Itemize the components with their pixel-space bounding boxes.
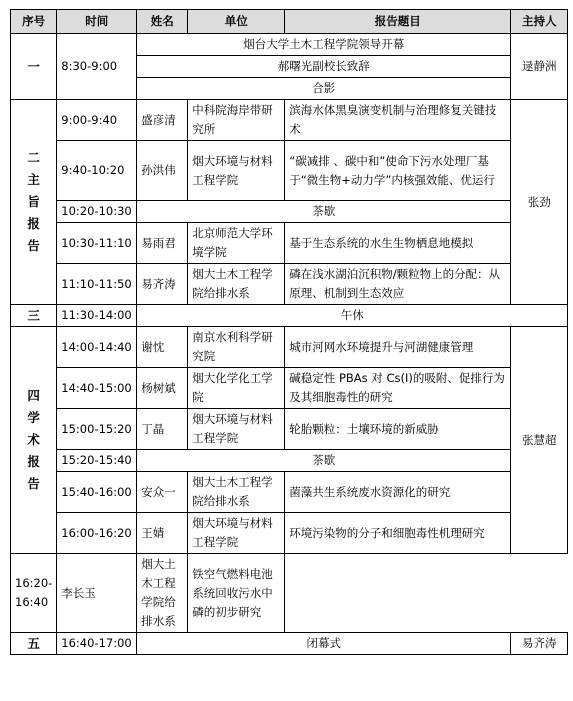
row-time: 10:20-10:30 bbox=[57, 201, 137, 223]
section2-seq-char: 报 bbox=[27, 216, 40, 231]
schedule-table bbox=[10, 9, 568, 655]
table-row bbox=[11, 201, 568, 223]
row-time: 11:10-11:50 bbox=[57, 264, 137, 305]
row-name: 谢忱 bbox=[137, 327, 188, 368]
header-unit: 单位 bbox=[188, 10, 285, 34]
section4-host: 张慧超 bbox=[511, 327, 568, 554]
closing-ceremony: 闭幕式 bbox=[137, 633, 511, 655]
section3-time: 11:30-14:00 bbox=[57, 305, 137, 327]
row-unit: 北京师范大学环境学院 bbox=[188, 223, 285, 264]
row-name: 王婧 bbox=[137, 513, 188, 554]
table-row bbox=[11, 450, 568, 472]
header-row bbox=[11, 10, 568, 34]
row-title: 轮胎颗粒：土壤环境的新威胁 bbox=[285, 409, 511, 450]
row-time: 15:20-15:40 bbox=[57, 450, 137, 472]
row-unit: 烟大环境与材料工程学院 bbox=[188, 513, 285, 554]
section4-seq-char: 告 bbox=[27, 476, 40, 491]
section4-seq-char: 术 bbox=[27, 432, 40, 447]
section2-host: 张劲 bbox=[511, 100, 568, 305]
row-unit: 中科院海岸带研究所 bbox=[188, 100, 285, 141]
section2-seq-char: 旨 bbox=[27, 194, 40, 209]
row-time: 15:00-15:20 bbox=[57, 409, 137, 450]
header-title: 报告题目 bbox=[285, 10, 511, 34]
row-name: 李长玉 bbox=[57, 554, 137, 633]
section5-seq: 五 bbox=[11, 633, 57, 655]
row-time: 10:30-11:10 bbox=[57, 223, 137, 264]
row-unit: 烟大土木工程学院给排水系 bbox=[188, 264, 285, 305]
section2-seq-char: 告 bbox=[27, 238, 40, 253]
table-row bbox=[11, 513, 568, 554]
section2-seq-char: 二 bbox=[27, 150, 40, 165]
section1-item: 烟台大学土木工程学院领导开幕 bbox=[137, 34, 511, 56]
section4-seq bbox=[11, 327, 57, 554]
section1-time: 8:30-9:00 bbox=[57, 34, 137, 100]
section4-seq-char: 学 bbox=[27, 410, 40, 425]
row-title: 铁空气燃料电池系统回收污水中磷的初步研究 bbox=[188, 554, 285, 633]
table-row bbox=[11, 472, 568, 513]
table-row bbox=[11, 305, 568, 327]
row-name: 丁晶 bbox=[137, 409, 188, 450]
row-unit: 烟大环境与材料工程学院 bbox=[188, 409, 285, 450]
row-title: 滨海水体黑臭演变机制与治理修复关键技术 bbox=[285, 100, 511, 141]
section1-item: 郝曙光副校长致辞 bbox=[137, 56, 511, 78]
tea-break: 茶歇 bbox=[137, 450, 511, 472]
row-name: 易雨君 bbox=[137, 223, 188, 264]
row-title: “碳减排 、碳中和”使命下污水处理厂基于“微生物+动力学”内核强效能、优运行 bbox=[285, 141, 511, 201]
section1-host: 逯静洲 bbox=[511, 34, 568, 100]
section5-time: 16:40-17:00 bbox=[57, 633, 137, 655]
row-name: 易齐涛 bbox=[137, 264, 188, 305]
header-name: 姓名 bbox=[137, 10, 188, 34]
section2-seq-char: 主 bbox=[27, 172, 40, 187]
header-seq: 序号 bbox=[11, 10, 57, 34]
row-title: 磷在浅水湖泊沉积物/颗粒物上的分配：从原理、机制到生态效应 bbox=[285, 264, 511, 305]
section1-item: 合影 bbox=[137, 78, 511, 100]
tea-break: 茶歇 bbox=[137, 201, 511, 223]
row-name: 安众一 bbox=[137, 472, 188, 513]
row-time: 15:40-16:00 bbox=[57, 472, 137, 513]
section4-seq-char: 报 bbox=[27, 454, 40, 469]
section4-seq-char: 四 bbox=[27, 388, 40, 403]
table-row bbox=[11, 633, 568, 655]
table-row bbox=[11, 34, 568, 56]
row-title: 碱稳定性 PBAs 对 Cs(I)的吸附、促排行为及其细胞毒性的研究 bbox=[285, 368, 511, 409]
row-unit: 烟大土木工程学院给排水系 bbox=[188, 472, 285, 513]
table-row bbox=[11, 409, 568, 450]
table-row bbox=[11, 264, 568, 305]
row-time: 16:20-16:40 bbox=[11, 554, 57, 633]
row-time: 14:00-14:40 bbox=[57, 327, 137, 368]
row-name: 孙洪伟 bbox=[137, 141, 188, 201]
table-row bbox=[11, 141, 568, 201]
table-row bbox=[11, 100, 568, 141]
row-time: 9:40-10:20 bbox=[57, 141, 137, 201]
row-title: 环境污染物的分子和细胞毒性机理研究 bbox=[285, 513, 511, 554]
table-row bbox=[11, 223, 568, 264]
table-row bbox=[11, 327, 568, 368]
section1-seq: 一 bbox=[11, 34, 57, 100]
row-unit: 烟大化学化工学院 bbox=[188, 368, 285, 409]
row-name: 杨树斌 bbox=[137, 368, 188, 409]
row-time: 9:00-9:40 bbox=[57, 100, 137, 141]
table-row bbox=[11, 368, 568, 409]
row-time: 14:40-15:00 bbox=[57, 368, 137, 409]
section5-host: 易齐涛 bbox=[511, 633, 568, 655]
section2-seq bbox=[11, 100, 57, 305]
section3-seq: 三 bbox=[11, 305, 57, 327]
row-title: 基于生态系统的水生生物栖息地模拟 bbox=[285, 223, 511, 264]
row-title: 菌藻共生系统废水资源化的研究 bbox=[285, 472, 511, 513]
row-unit: 烟大环境与材料工程学院 bbox=[188, 141, 285, 201]
header-host: 主持人 bbox=[511, 10, 568, 34]
table-row bbox=[11, 554, 568, 633]
row-unit: 南京水利科学研究院 bbox=[188, 327, 285, 368]
row-title: 城市河网水环境提升与河湖健康管理 bbox=[285, 327, 511, 368]
row-name: 盛彦清 bbox=[137, 100, 188, 141]
lunch-break: 午休 bbox=[137, 305, 568, 327]
row-unit: 烟大土木工程学院给排水系 bbox=[137, 554, 188, 633]
row-time: 16:00-16:20 bbox=[57, 513, 137, 554]
header-time: 时间 bbox=[57, 10, 137, 34]
